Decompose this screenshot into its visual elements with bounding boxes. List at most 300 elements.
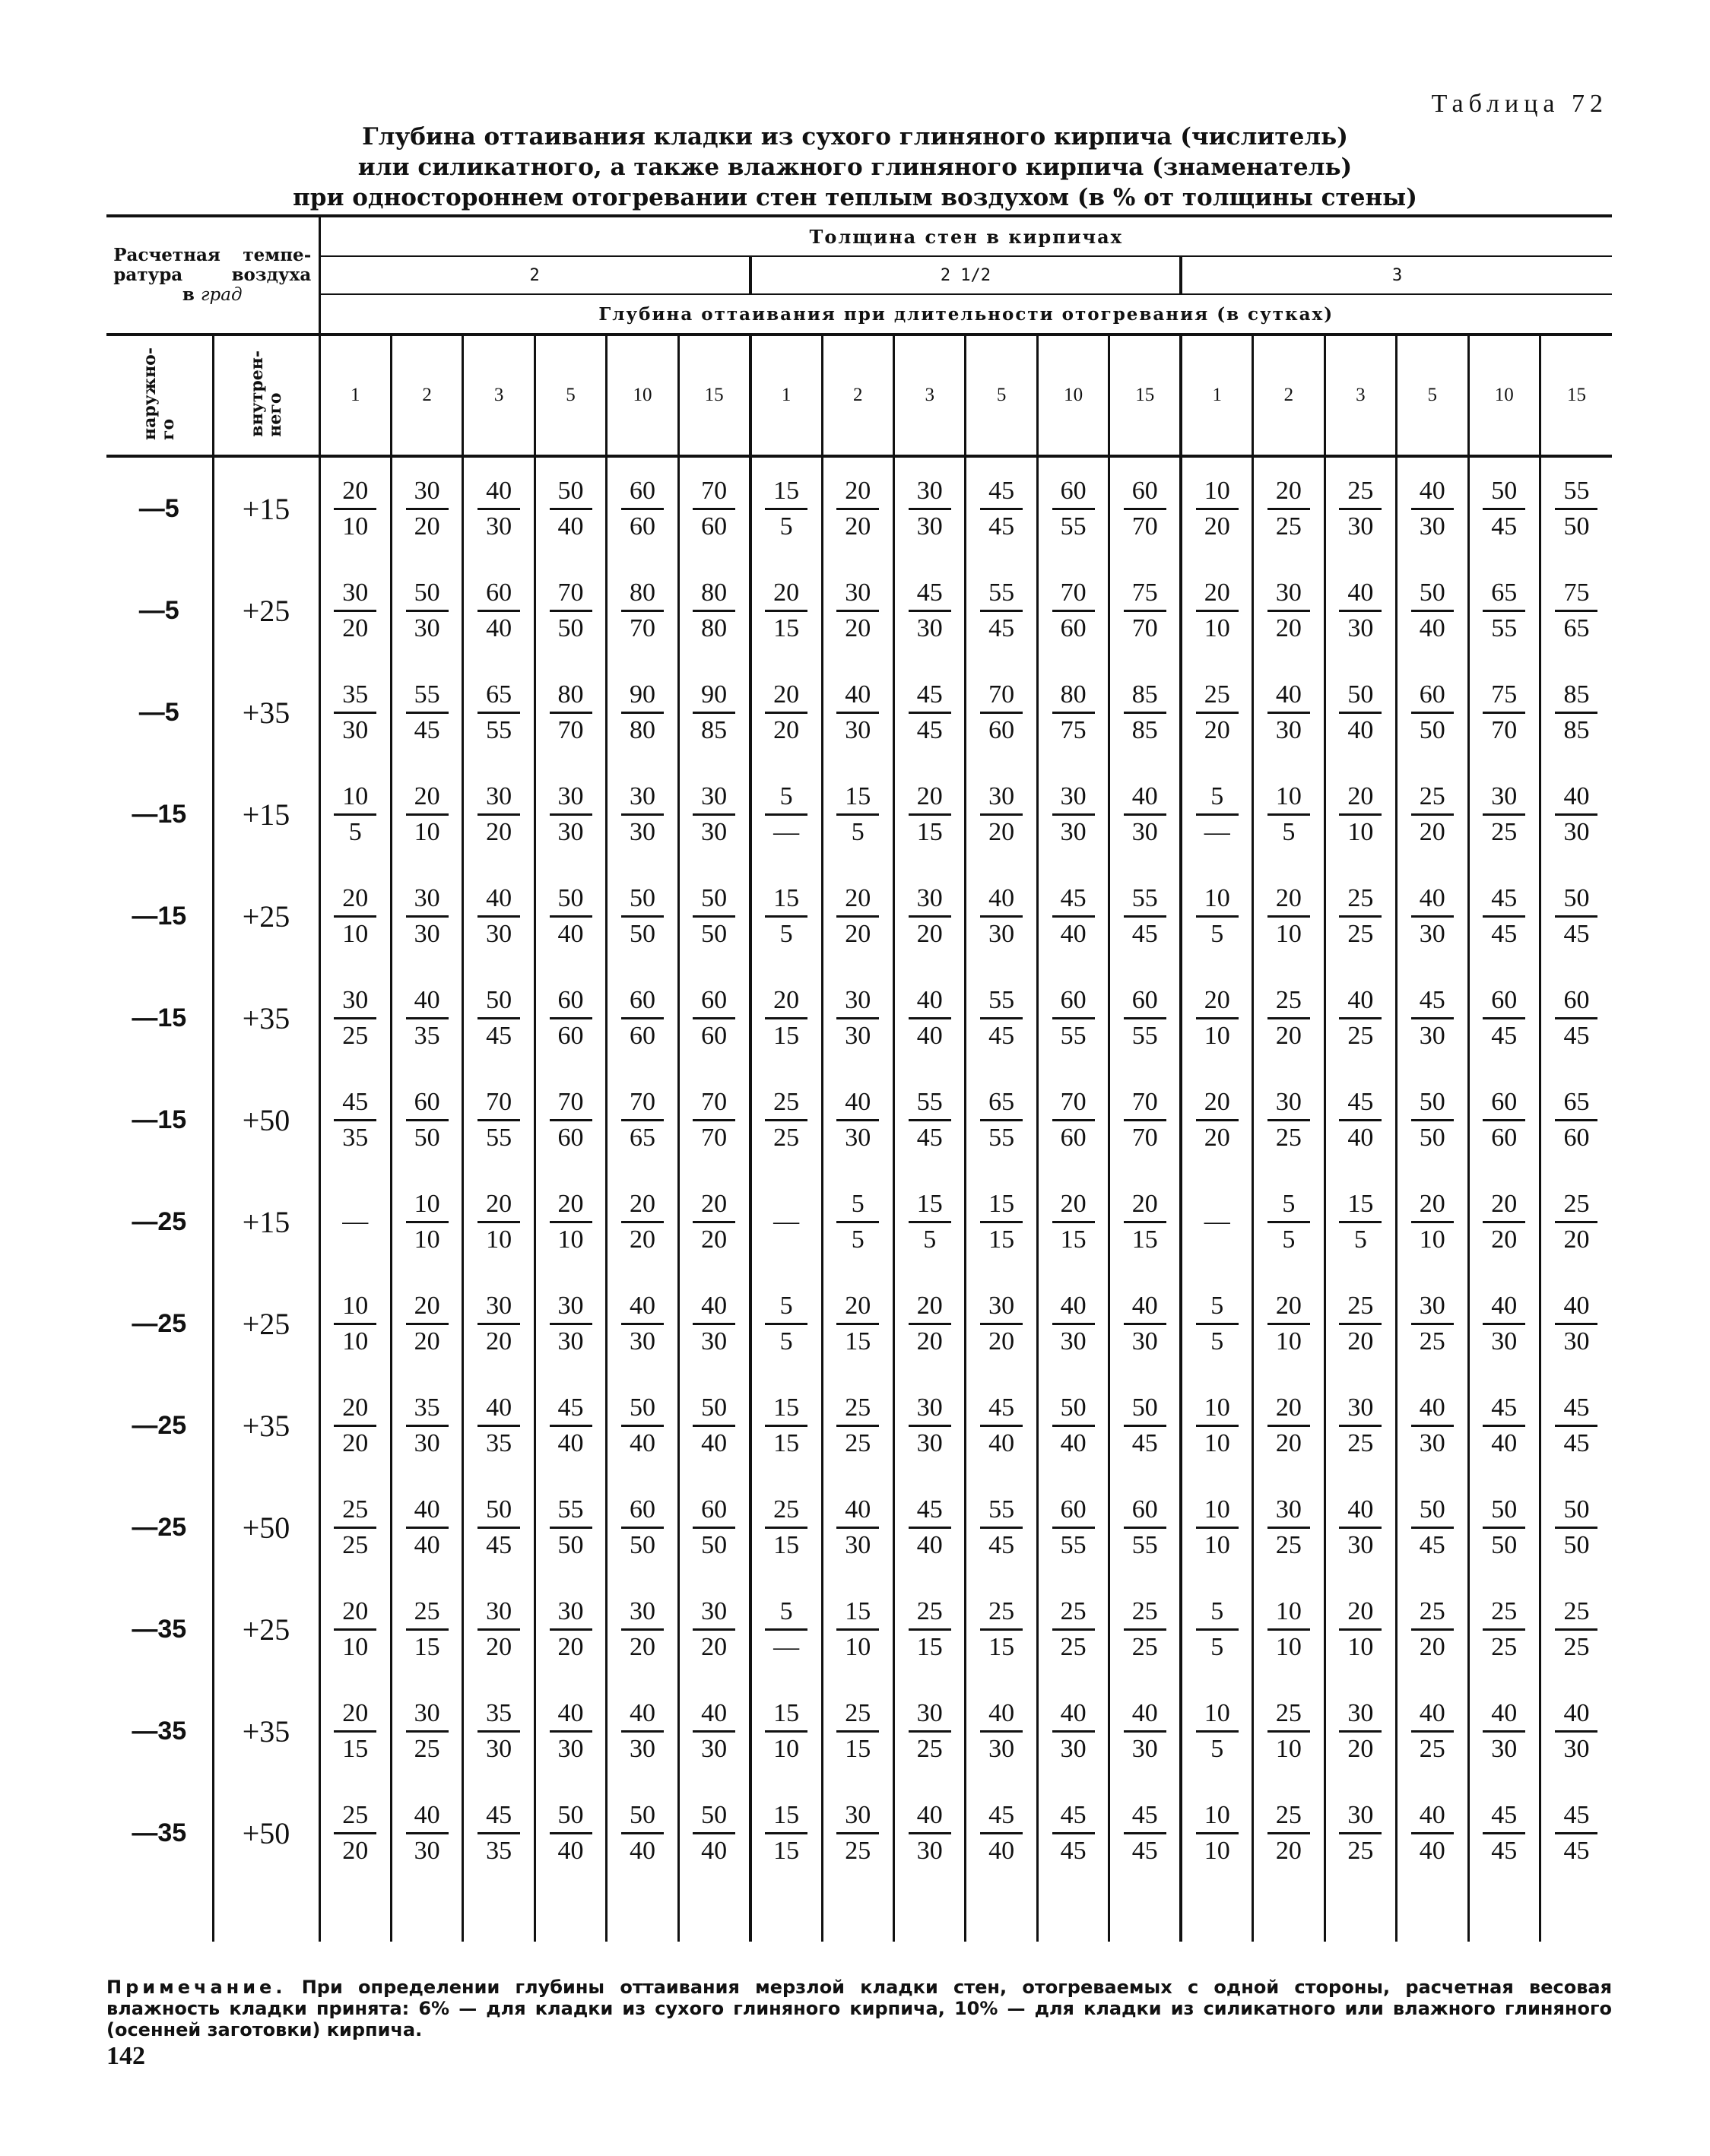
depth-cell (1109, 1374, 1181, 1476)
fraction (1483, 1595, 1525, 1664)
numerator: 45 (909, 678, 951, 714)
denominator: 10 (342, 1632, 369, 1661)
depth-cell (1325, 456, 1396, 560)
numerator: 40 (693, 1697, 735, 1733)
depth-cell (1397, 865, 1468, 967)
fraction (334, 1799, 376, 1868)
numerator: 25 (1339, 882, 1382, 918)
fraction (1196, 474, 1239, 544)
fraction (1555, 1595, 1597, 1664)
fraction (836, 1391, 879, 1460)
depth-cell (1325, 1578, 1396, 1680)
depth-cell (1037, 456, 1109, 560)
denominator: 30 (845, 1123, 871, 1152)
numerator: 40 (1339, 1493, 1382, 1529)
denominator: 5 (851, 817, 865, 846)
numerator: 50 (621, 1391, 664, 1427)
numerator: 50 (1411, 1493, 1454, 1529)
day-header: 5 (966, 334, 1037, 456)
numerator: 15 (909, 1187, 951, 1223)
denominator: 30 (1060, 1734, 1087, 1763)
fraction (621, 474, 664, 544)
denominator: 30 (1419, 1021, 1445, 1050)
numerator: 70 (550, 1086, 592, 1121)
inside-temp: +35 (213, 1680, 319, 1782)
inside-temp: +15 (213, 1171, 319, 1273)
fraction (1196, 678, 1239, 747)
fraction (334, 1391, 376, 1460)
denominator: 30 (1491, 1327, 1518, 1355)
denominator: 20 (1347, 1734, 1374, 1763)
depth-cell (1109, 1578, 1181, 1680)
depth-cell (894, 1171, 966, 1273)
denominator: 20 (486, 817, 512, 846)
denominator: 60 (629, 1021, 655, 1050)
numerator: 15 (1339, 1187, 1382, 1223)
fraction (765, 1799, 807, 1868)
denominator: 45 (1491, 1836, 1518, 1865)
table-title (0, 122, 1710, 213)
depth-cell (1253, 456, 1325, 560)
numerator: 40 (1483, 1289, 1525, 1325)
numerator: 75 (1555, 576, 1597, 612)
fraction (980, 1595, 1023, 1664)
fraction (909, 1086, 951, 1155)
wall-thickness-header: Толщина стен в кирпичах (319, 216, 1612, 256)
fraction (477, 576, 520, 645)
temp-header-unit: град (200, 285, 243, 305)
denominator: 30 (916, 614, 943, 642)
fraction (980, 576, 1023, 645)
depth-cell (607, 967, 678, 1069)
fraction (406, 1187, 449, 1257)
denominator: 10 (1275, 1327, 1302, 1355)
denominator: 30 (1060, 1327, 1087, 1355)
depth-cell (391, 456, 462, 560)
fraction (909, 1289, 951, 1359)
fraction (1196, 1493, 1239, 1562)
denominator: 85 (1563, 715, 1590, 744)
numerator: 45 (550, 1391, 592, 1427)
denominator: 10 (1347, 1632, 1374, 1661)
fraction (1483, 1289, 1525, 1359)
denominator: 30 (414, 919, 440, 948)
depth-cell (1468, 1782, 1540, 1884)
fraction (980, 1799, 1023, 1868)
denominator: 40 (1347, 1123, 1374, 1152)
depth-cell (391, 967, 462, 1069)
denominator: 20 (1275, 1836, 1302, 1865)
depth-cell (463, 1578, 535, 1680)
fraction (765, 780, 807, 849)
fraction (550, 1493, 592, 1562)
denominator: 40 (988, 1428, 1015, 1457)
fraction (1555, 1391, 1597, 1460)
numerator: 20 (1483, 1187, 1525, 1223)
numerator: 30 (1267, 1086, 1310, 1121)
denominator: 30 (845, 1530, 871, 1559)
numerator: 25 (1124, 1595, 1166, 1631)
denominator: 15 (1060, 1225, 1087, 1254)
depth-cell (1397, 1069, 1468, 1171)
fraction (1267, 882, 1310, 951)
denominator: 25 (1347, 1021, 1374, 1050)
numerator: 60 (621, 984, 664, 1019)
numerator: 15 (765, 474, 807, 510)
denominator: 40 (557, 1428, 584, 1457)
fraction (1052, 1595, 1095, 1664)
depth-cell (1540, 967, 1612, 1069)
depth-cell (1253, 1069, 1325, 1171)
denominator: 35 (486, 1836, 512, 1865)
depth-cell (750, 1171, 822, 1273)
depth-cell (1037, 1782, 1109, 1884)
depth-cell (894, 456, 966, 560)
denominator: 50 (701, 919, 728, 948)
inside-temp: +25 (213, 1578, 319, 1680)
denominator: 15 (342, 1734, 369, 1763)
numerator: 40 (1555, 1289, 1597, 1325)
denominator: 5 (1353, 1225, 1367, 1254)
depth-cell (1397, 661, 1468, 763)
fraction (836, 1086, 879, 1155)
numerator: 30 (836, 984, 879, 1019)
fraction (1267, 1086, 1310, 1155)
numerator: 10 (1196, 1799, 1239, 1834)
depth-cell (678, 1476, 750, 1578)
numerator: 40 (980, 1697, 1023, 1733)
numerator: 60 (1411, 678, 1454, 714)
depth-cell (1109, 1273, 1181, 1374)
fraction (1196, 1289, 1239, 1359)
fraction (693, 1799, 735, 1868)
depth-cell (1397, 1680, 1468, 1782)
fraction (1483, 882, 1525, 951)
fraction (1411, 1595, 1454, 1664)
numerator: 40 (1052, 1289, 1095, 1325)
depth-cell (966, 560, 1037, 661)
depth-cell (1468, 1171, 1540, 1273)
fraction (765, 1595, 807, 1664)
numerator: 20 (1339, 1595, 1382, 1631)
fraction (1267, 984, 1310, 1053)
numerator: 90 (693, 678, 735, 714)
numerator: 20 (477, 1187, 520, 1223)
numerator: 30 (1267, 576, 1310, 612)
depth-cell (966, 763, 1037, 865)
depth-cell (463, 1171, 535, 1273)
fraction (1267, 474, 1310, 544)
depth-cell (1540, 1782, 1612, 1884)
numerator: 80 (693, 576, 735, 612)
depth-cell (1540, 1069, 1612, 1171)
fraction (1483, 474, 1525, 544)
depth-cell (1468, 456, 1540, 560)
fraction (693, 1187, 735, 1257)
numerator: 50 (477, 984, 520, 1019)
numerator: 55 (980, 1493, 1023, 1529)
fraction (1196, 1697, 1239, 1766)
numerator: 60 (621, 1493, 664, 1529)
numerator: 40 (1411, 882, 1454, 918)
day-header: 10 (1468, 334, 1540, 456)
depth-cell (822, 763, 893, 865)
depth-cell (1540, 1273, 1612, 1374)
fraction (477, 1595, 520, 1664)
depth-cell (894, 1680, 966, 1782)
denominator: 20 (1419, 817, 1445, 846)
denominator: 5 (779, 512, 793, 541)
denominator: 30 (629, 1327, 655, 1355)
fraction (550, 1391, 592, 1460)
denominator: 20 (342, 1428, 369, 1457)
fraction (550, 1595, 592, 1664)
denominator: 30 (486, 919, 512, 948)
depth-cell (1253, 1374, 1325, 1476)
denominator: 45 (1419, 1530, 1445, 1559)
depth-cell (822, 1374, 893, 1476)
depth-cell (607, 1273, 678, 1374)
depth-cell (1397, 456, 1468, 560)
fraction (1555, 780, 1597, 849)
numerator: 35 (334, 678, 376, 714)
numerator: 60 (1052, 984, 1095, 1019)
numerator: 20 (836, 882, 879, 918)
day-header: 3 (1325, 334, 1396, 456)
depth-cell (607, 1680, 678, 1782)
fraction (1411, 1799, 1454, 1868)
denominator: 25 (1491, 817, 1518, 846)
fraction (1411, 1289, 1454, 1359)
numerator: 5 (1196, 1289, 1239, 1325)
table-note (106, 1977, 1612, 2040)
depth-cell (319, 661, 391, 763)
day-header: 5 (535, 334, 606, 456)
denominator: 40 (701, 1836, 728, 1865)
numerator: 50 (550, 1799, 592, 1834)
depth-cell (391, 1680, 462, 1782)
numerator: 50 (477, 1493, 520, 1529)
numerator: 45 (909, 1493, 951, 1529)
denominator: 45 (1131, 1428, 1158, 1457)
denominator: 30 (1347, 1530, 1374, 1559)
title-line-1: Глубина оттаивания кладки из сухого глиняного кирпича (числитель) (362, 123, 1348, 151)
denominator: 40 (1060, 1428, 1087, 1457)
denominator: 40 (1419, 1836, 1445, 1865)
fraction (1483, 1086, 1525, 1155)
numerator: 50 (1555, 1493, 1597, 1529)
fraction (980, 678, 1023, 747)
denominator: 65 (629, 1123, 655, 1152)
denominator: 40 (1060, 919, 1087, 948)
numerator: 70 (1052, 1086, 1095, 1121)
depth-cell (1468, 1374, 1540, 1476)
denominator: 40 (916, 1530, 943, 1559)
numerator: 15 (836, 1595, 879, 1631)
fraction (1339, 474, 1382, 544)
fraction (1267, 1697, 1310, 1766)
fraction (1555, 1493, 1597, 1562)
denominator: 25 (342, 1530, 369, 1559)
numerator: 65 (1483, 576, 1525, 612)
depth-cell (750, 1273, 822, 1374)
numerator: 20 (1052, 1187, 1095, 1223)
numerator: 30 (909, 1391, 951, 1427)
fraction (1124, 1493, 1166, 1562)
depth-cell (607, 560, 678, 661)
numerator: 40 (1124, 780, 1166, 816)
denominator: 50 (1563, 1530, 1590, 1559)
denominator: 30 (916, 1428, 943, 1457)
depth-cell (1109, 560, 1181, 661)
depth-cell (535, 1374, 606, 1476)
fraction (1124, 474, 1166, 544)
fraction (406, 576, 449, 645)
denominator: 45 (1131, 919, 1158, 948)
denominator: 20 (629, 1225, 655, 1254)
denominator: 10 (1204, 614, 1230, 642)
numerator: 70 (980, 678, 1023, 714)
day-header: 15 (1109, 334, 1181, 456)
fraction (406, 678, 449, 747)
depth-cell (391, 1476, 462, 1578)
numerator: 20 (765, 576, 807, 612)
numerator: 50 (693, 1391, 735, 1427)
denominator: 30 (701, 1327, 728, 1355)
numerator: 70 (1052, 576, 1095, 612)
numerator: 55 (1124, 882, 1166, 918)
depth-cell (1253, 1680, 1325, 1782)
numerator: 25 (1267, 984, 1310, 1019)
numerator: 20 (1267, 1289, 1310, 1325)
numerator: 30 (1339, 1697, 1382, 1733)
denominator: 60 (557, 1123, 584, 1152)
numerator: 60 (1052, 474, 1095, 510)
fraction (334, 576, 376, 645)
depth-cell (319, 560, 391, 661)
depth-cell (894, 1374, 966, 1476)
denominator: 85 (701, 715, 728, 744)
fraction (836, 1697, 879, 1766)
numerator: 30 (1483, 780, 1525, 816)
denominator: 10 (342, 512, 369, 541)
fraction (1339, 1799, 1382, 1868)
inside-temp: +25 (213, 1273, 319, 1374)
numerator: 20 (1339, 780, 1382, 816)
denominator: 45 (486, 1021, 512, 1050)
depth-cell (1468, 1578, 1540, 1680)
depth-cell (1109, 456, 1181, 560)
fraction (1196, 1799, 1239, 1868)
denominator: 5 (348, 817, 362, 846)
denominator: 55 (1060, 1021, 1087, 1050)
denominator: 30 (916, 512, 943, 541)
depth-cell (894, 1782, 966, 1884)
depth-cell (463, 763, 535, 865)
fraction (1411, 678, 1454, 747)
outside-temp: —25 (132, 1308, 187, 1338)
fraction (477, 1289, 520, 1359)
depth-cell (1253, 763, 1325, 865)
depth-cell (319, 1069, 391, 1171)
denominator: 5 (1282, 1225, 1296, 1254)
depth-cell (822, 560, 893, 661)
spacer-cell (213, 1884, 319, 1942)
depth-cell (678, 1069, 750, 1171)
depth-cell (1397, 1476, 1468, 1578)
numerator: 15 (980, 1187, 1023, 1223)
depth-cell (1037, 1374, 1109, 1476)
numerator: 30 (836, 576, 879, 612)
denominator: 5 (1282, 817, 1296, 846)
numerator: 50 (550, 882, 592, 918)
denominator: 10 (486, 1225, 512, 1254)
denominator: 30 (1419, 919, 1445, 948)
fraction (1052, 780, 1095, 849)
fraction (980, 1289, 1023, 1359)
depth-cell (822, 1171, 893, 1273)
fraction (406, 780, 449, 849)
denominator: 30 (486, 512, 512, 541)
denominator: 55 (988, 1123, 1015, 1152)
numerator: 30 (334, 984, 376, 1019)
fraction (406, 1595, 449, 1664)
depth-cell (894, 763, 966, 865)
depth-cell (678, 1782, 750, 1884)
depth-cell (319, 967, 391, 1069)
depth-cell (319, 1476, 391, 1578)
depth-cell (966, 1374, 1037, 1476)
fraction (550, 1697, 592, 1766)
depth-cell (678, 1374, 750, 1476)
numerator: 70 (693, 1086, 735, 1121)
fraction (693, 1086, 735, 1155)
outside-temp-header (106, 334, 213, 456)
inside-temp-header (213, 334, 319, 456)
fraction (1411, 1086, 1454, 1155)
fraction (477, 780, 520, 849)
depth-cell (319, 763, 391, 865)
numerator: 55 (1555, 474, 1597, 510)
denominator: 45 (1563, 1021, 1590, 1050)
denominator: 30 (1275, 715, 1302, 744)
fraction (1339, 1289, 1382, 1359)
depth-cell (678, 560, 750, 661)
denominator: 10 (342, 919, 369, 948)
fraction (909, 1391, 951, 1460)
depth-cell (750, 1578, 822, 1680)
fraction (1339, 1187, 1382, 1257)
fraction (1267, 1391, 1310, 1460)
numerator: 60 (1052, 1493, 1095, 1529)
numerator: 5 (765, 1595, 807, 1631)
denominator: 30 (701, 817, 728, 846)
fraction (1411, 780, 1454, 849)
numerator: 5 (765, 1289, 807, 1325)
depth-cell (966, 456, 1037, 560)
depth-cell (1468, 1680, 1540, 1782)
depth-cell (1397, 1273, 1468, 1374)
numerator: 15 (765, 1391, 807, 1427)
numerator: 65 (477, 678, 520, 714)
denominator: 25 (414, 1734, 440, 1763)
numerator: 45 (1555, 1391, 1597, 1427)
denominator: 30 (1347, 614, 1374, 642)
numerator: 20 (1267, 1391, 1310, 1427)
numerator: 15 (836, 780, 879, 816)
denominator: 15 (916, 1632, 943, 1661)
spacer-cell (750, 1884, 822, 1942)
